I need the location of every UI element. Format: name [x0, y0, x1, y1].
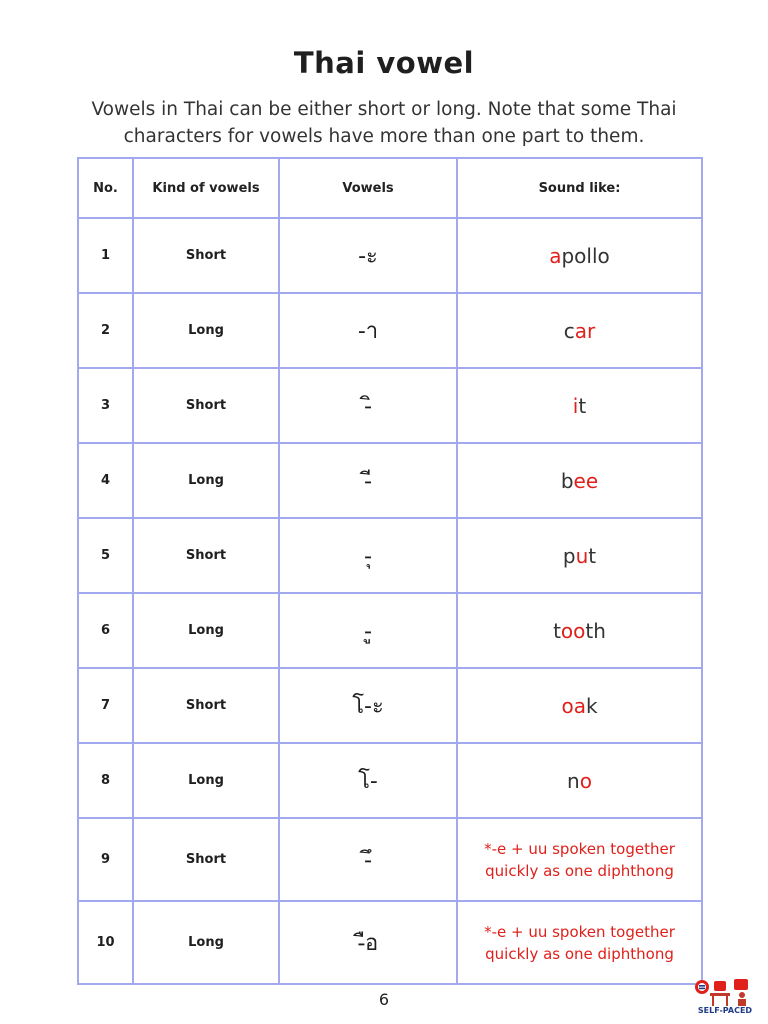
row-number: 7	[78, 668, 133, 743]
row-kind: Short	[133, 518, 279, 593]
table-row	[78, 668, 702, 743]
row-vowel: -ิ	[279, 368, 457, 443]
sound-text: t	[578, 393, 587, 418]
row-sound	[457, 668, 702, 743]
row-sound	[457, 218, 702, 293]
row-kind: Short	[133, 668, 279, 743]
sound-highlight: i	[572, 393, 579, 418]
vowel-table	[77, 157, 703, 985]
sound-text: n	[567, 768, 580, 793]
sound-highlight: oa	[561, 693, 586, 718]
page-title: Thai vowel	[293, 46, 475, 80]
sound-highlight: oo	[560, 618, 586, 643]
sound-text: t	[588, 543, 597, 568]
row-kind: Long	[133, 593, 279, 668]
page-number: 6	[378, 990, 390, 1009]
table-header-row	[78, 158, 702, 218]
row-sound	[457, 593, 702, 668]
row-vowel: -ือ	[279, 901, 457, 984]
row-vowel: -ุ	[279, 518, 457, 593]
table-body	[78, 218, 702, 984]
row-sound	[457, 818, 702, 901]
row-sound	[457, 368, 702, 443]
table-row	[78, 218, 702, 293]
row-vowel: โ-	[279, 743, 457, 818]
sound-highlight: o	[579, 768, 592, 793]
sound-highlight: ar	[574, 318, 596, 343]
row-kind: Long	[133, 743, 279, 818]
sound-note-line: *-e + uu spoken together	[484, 922, 675, 941]
row-vowel: -ึ	[279, 818, 457, 901]
header-sound: Sound like:	[457, 158, 702, 218]
sound-note-line: quickly as one diphthong	[485, 944, 674, 963]
table-row	[78, 743, 702, 818]
row-number: 1	[78, 218, 133, 293]
header-vowels: Vowels	[279, 158, 457, 218]
sound-text: b	[560, 468, 574, 493]
table-row	[78, 901, 702, 984]
sound-text: c	[563, 318, 575, 343]
row-vowel: -ะ	[279, 218, 457, 293]
row-number: 10	[78, 901, 133, 984]
sound-highlight: a	[549, 243, 562, 268]
sound-note-line: quickly as one diphthong	[485, 861, 674, 880]
row-sound	[457, 743, 702, 818]
row-number: 8	[78, 743, 133, 818]
row-kind: Short	[133, 368, 279, 443]
row-number: 2	[78, 293, 133, 368]
sound-highlight: u	[575, 543, 589, 568]
table-row	[78, 443, 702, 518]
row-vowel: -า	[279, 293, 457, 368]
row-number: 4	[78, 443, 133, 518]
sound-text: k	[585, 693, 598, 718]
row-number: 3	[78, 368, 133, 443]
row-kind: Short	[133, 218, 279, 293]
table-row	[78, 818, 702, 901]
header-kind: Kind of vowels	[133, 158, 279, 218]
table-row	[78, 518, 702, 593]
row-vowel: โ-ะ	[279, 668, 457, 743]
row-sound	[457, 443, 702, 518]
table-row	[78, 368, 702, 443]
row-sound	[457, 901, 702, 984]
sound-note-line: *-e + uu spoken together	[484, 839, 675, 858]
row-kind: Long	[133, 293, 279, 368]
row-vowel: -ี	[279, 443, 457, 518]
row-kind: Long	[133, 443, 279, 518]
sound-text: th	[585, 618, 606, 643]
table-row	[78, 593, 702, 668]
row-number: 5	[78, 518, 133, 593]
sound-text: t	[553, 618, 561, 643]
row-sound	[457, 518, 702, 593]
header-no: No.	[78, 158, 133, 218]
sound-text: p	[562, 543, 576, 568]
row-vowel: -ู	[279, 593, 457, 668]
row-sound	[457, 293, 702, 368]
sound-highlight: ee	[573, 468, 599, 493]
row-number: 9	[78, 818, 133, 901]
sound-text: pollo	[561, 243, 610, 268]
row-kind: Short	[133, 818, 279, 901]
row-number: 6	[78, 593, 133, 668]
logo-text: SELF-PACED	[697, 1006, 753, 1015]
intro-text: Vowels in Thai can be either short or long. Note that some Thai characters for vowels have more than one part to them.	[91, 99, 677, 147]
row-kind: Long	[133, 901, 279, 984]
table-row	[78, 293, 702, 368]
